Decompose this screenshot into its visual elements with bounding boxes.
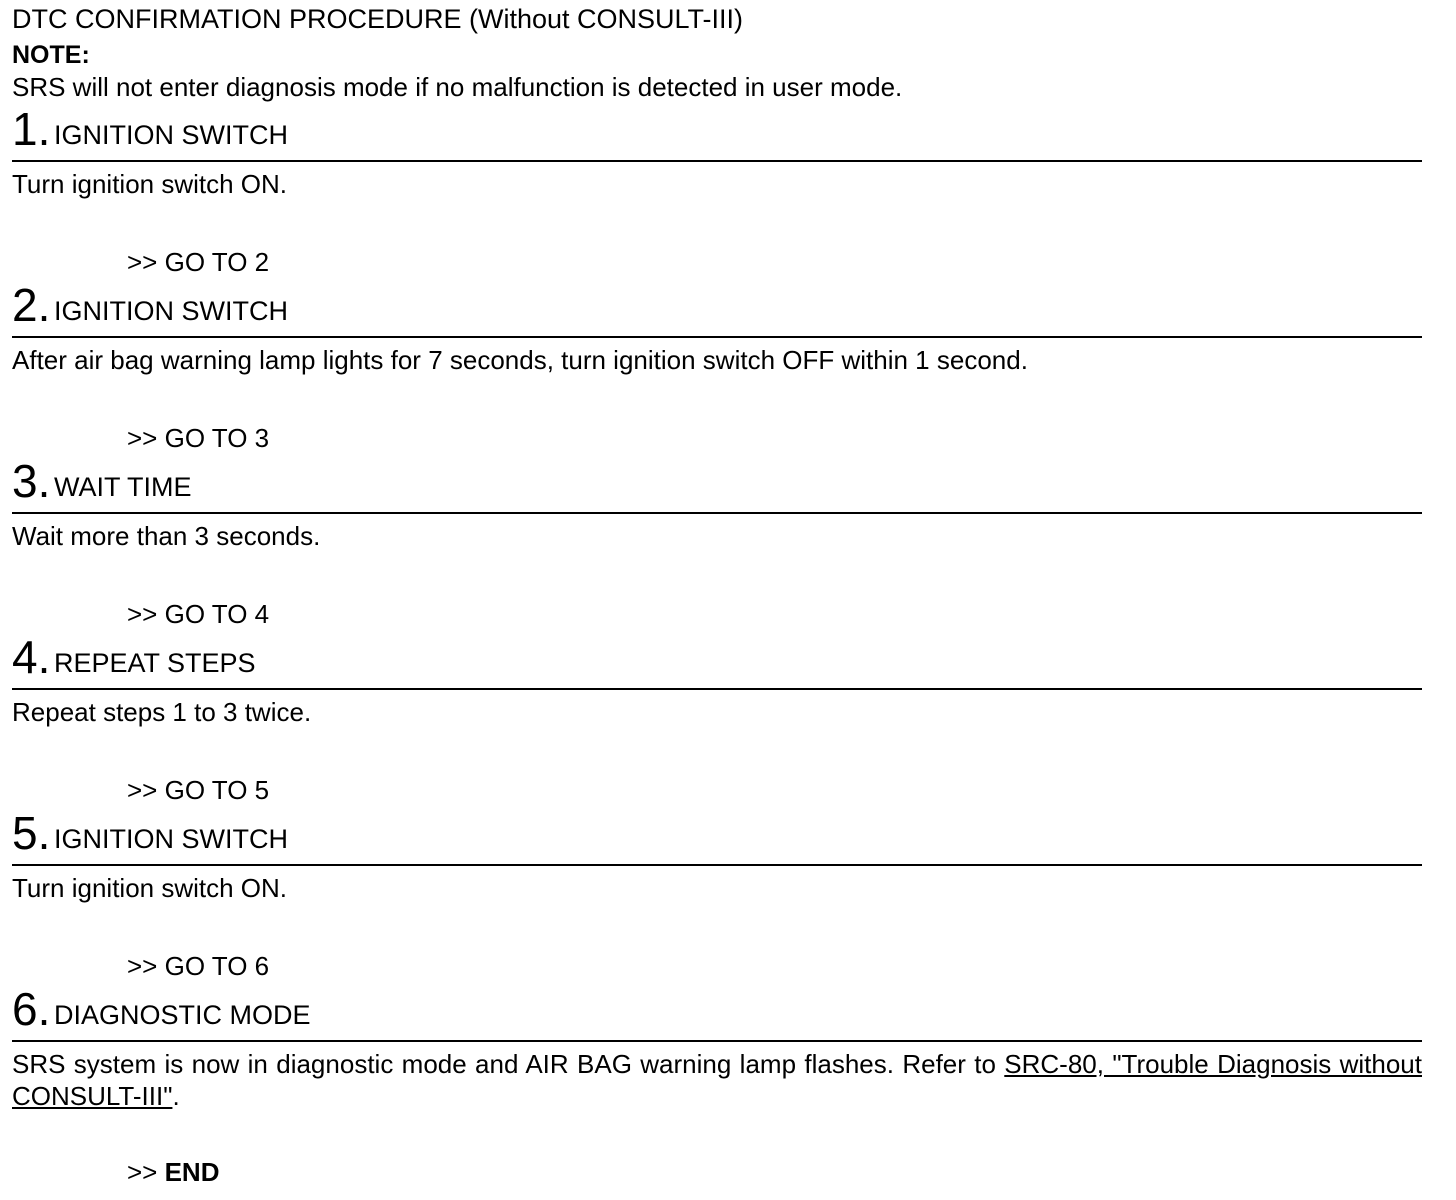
step-title: WAIT TIME [54, 472, 192, 502]
step-2 [12, 280, 1422, 456]
step-divider [12, 512, 1422, 514]
go-prefix: >> [127, 951, 165, 981]
go-text: GO TO 4 [164, 599, 270, 629]
page-title: DTC CONFIRMATION PROCEDURE (Without CONSULT-III) [12, 4, 744, 34]
step-number: 5. [12, 807, 51, 859]
trouble-diagnosis-link[interactable]: SRC-80, "Trouble Diagnosis without CONSULT-III" [12, 1049, 1422, 1111]
step-body: Wait more than 3 seconds. [12, 521, 321, 551]
step-body [12, 1048, 1422, 1112]
step-go-to [127, 951, 269, 981]
go-text: GO TO 2 [164, 247, 270, 277]
step-title: DIAGNOSTIC MODE [54, 1000, 311, 1030]
step-divider [12, 160, 1422, 162]
step-end [127, 1157, 220, 1187]
step-divider [12, 864, 1422, 866]
step-go-to [127, 423, 269, 453]
step-body-text: SRS system is now in diagnostic mode and AIR BAG warning lamp flashes. Refer to [12, 1049, 1005, 1079]
step-number: 6. [12, 983, 51, 1035]
step-body-end: . [172, 1081, 180, 1111]
step-divider [12, 1040, 1422, 1042]
step-3 [12, 456, 1422, 632]
step-number: 1. [12, 103, 51, 155]
step-title: IGNITION SWITCH [54, 120, 288, 150]
step-go-to [127, 599, 269, 629]
step-go-to [127, 247, 269, 277]
step-5 [12, 808, 1422, 984]
step-title: REPEAT STEPS [54, 648, 256, 678]
step-body: Turn ignition switch ON. [12, 169, 288, 199]
go-text: GO TO 3 [164, 423, 270, 453]
step-divider [12, 336, 1422, 338]
step-1 [12, 104, 1422, 280]
step-body: Turn ignition switch ON. [12, 873, 288, 903]
step-number: 4. [12, 631, 51, 683]
step-number: 3. [12, 455, 51, 507]
go-text: GO TO 6 [164, 951, 270, 981]
step-number: 2. [12, 279, 51, 331]
step-4 [12, 632, 1422, 808]
go-prefix: >> [127, 599, 165, 629]
note-label: NOTE: [12, 41, 90, 69]
step-body: After air bag warning lamp lights for 7 seconds, turn ignition switch OFF within 1 second. [12, 345, 1028, 375]
go-prefix: >> [127, 1157, 165, 1187]
step-title: IGNITION SWITCH [54, 824, 288, 854]
step-go-to [127, 775, 269, 805]
end-text: END [164, 1157, 220, 1187]
go-prefix: >> [127, 423, 165, 453]
go-prefix: >> [127, 247, 165, 277]
go-prefix: >> [127, 775, 165, 805]
step-6 [12, 984, 1422, 1194]
step-body: Repeat steps 1 to 3 twice. [12, 697, 312, 727]
note-text: SRS will not enter diagnosis mode if no malfunction is detected in user mode. [12, 72, 903, 102]
step-title: IGNITION SWITCH [54, 296, 288, 326]
go-text: GO TO 5 [164, 775, 270, 805]
step-divider [12, 688, 1422, 690]
